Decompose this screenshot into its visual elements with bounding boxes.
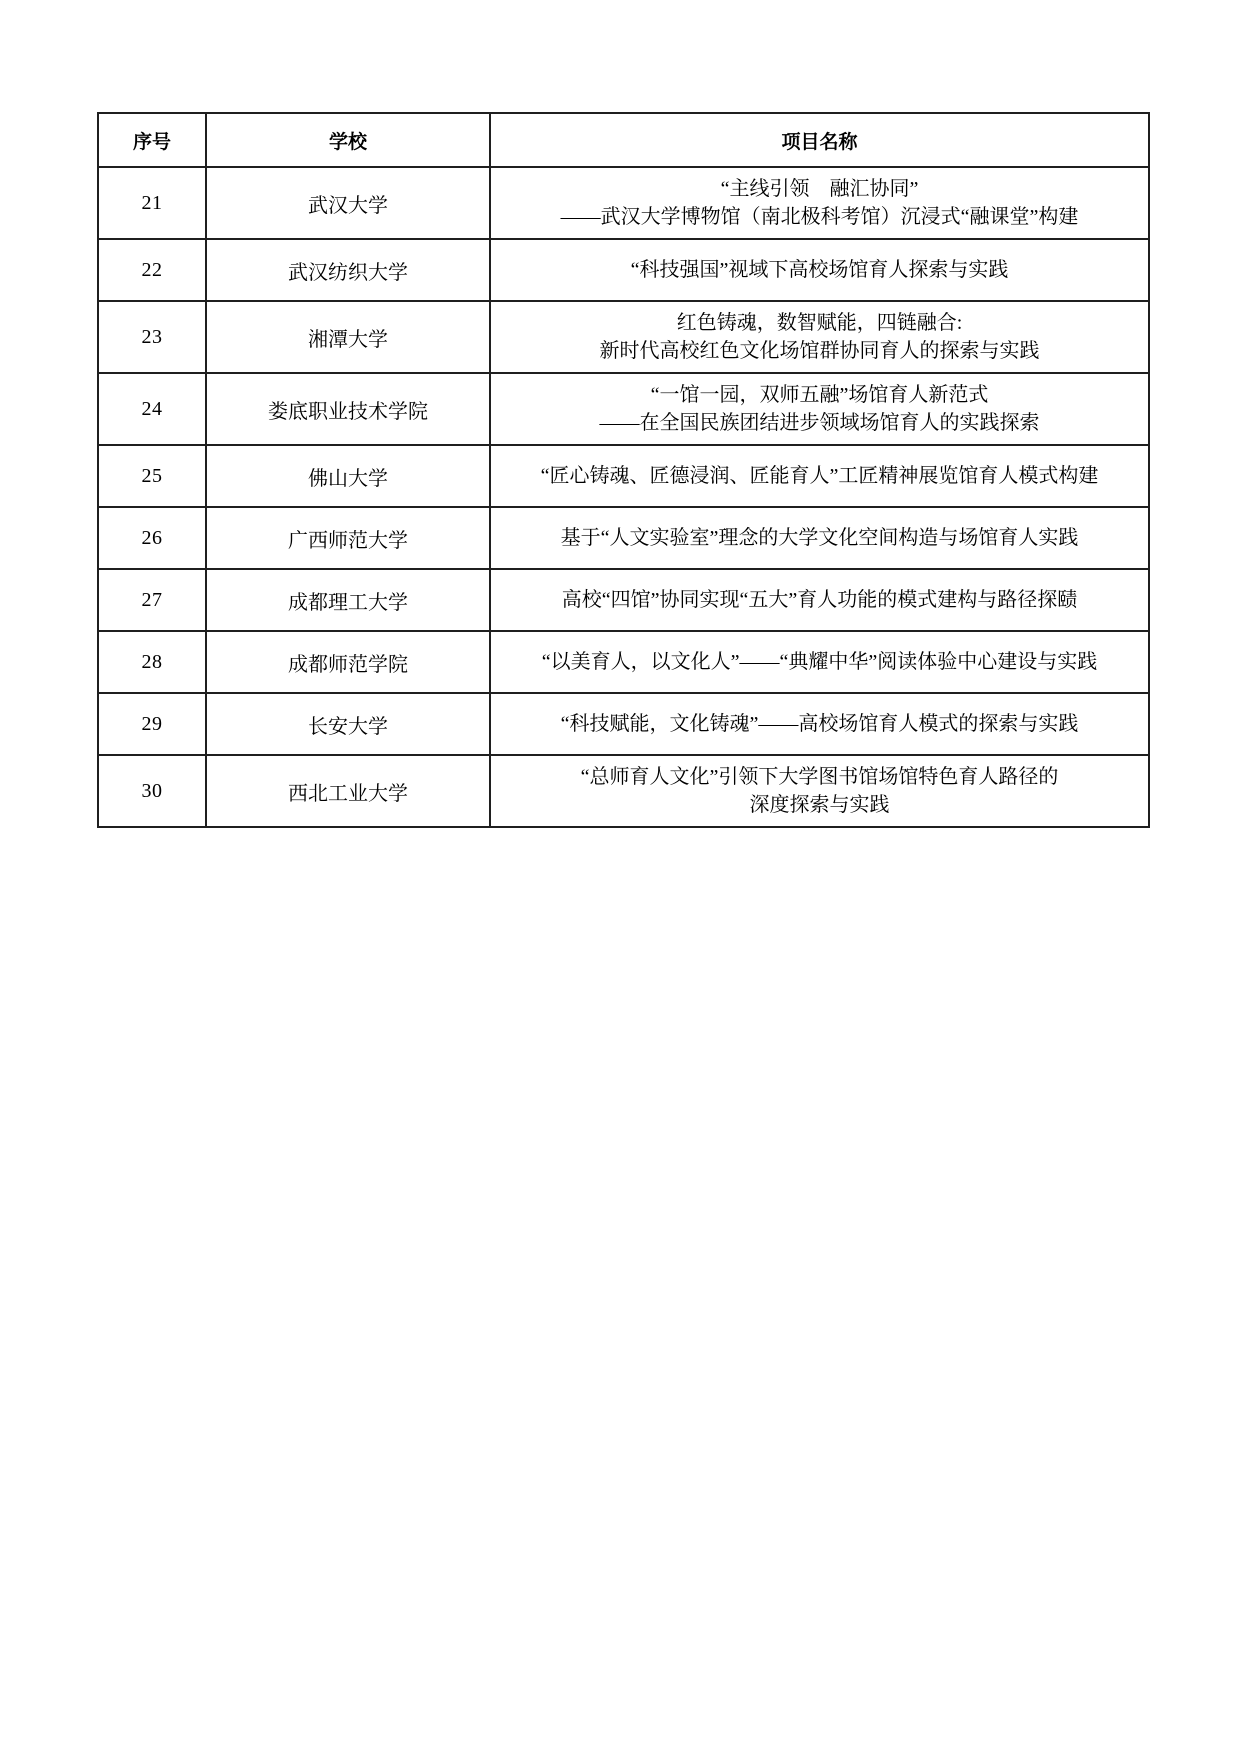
table-row bbox=[98, 755, 1149, 827]
cell-school: 湘潭大学 bbox=[206, 301, 490, 373]
header-cell-project: 项目名称 bbox=[490, 113, 1149, 167]
cell-no: 30 bbox=[98, 755, 206, 827]
cell-project bbox=[490, 445, 1149, 507]
project-line: ——武汉大学博物馆（南北极科考馆）沉浸式“融课堂”构建 bbox=[560, 206, 1079, 228]
cell-project bbox=[490, 301, 1149, 373]
project-line: “以美育人，以文化人”——“典耀中华”阅读体验中心建设与实践 bbox=[541, 651, 1098, 673]
table-header-row bbox=[98, 113, 1149, 167]
project-line: “科技强国”视域下高校场馆育人探索与实践 bbox=[630, 259, 1009, 281]
table-row bbox=[98, 445, 1149, 507]
project-line: “匠心铸魂、匠德浸润、匠能育人”工匠精神展览馆育人模式构建 bbox=[540, 465, 1099, 487]
cell-no: 25 bbox=[98, 445, 206, 507]
cell-school: 长安大学 bbox=[206, 693, 490, 755]
cell-project bbox=[490, 569, 1149, 631]
cell-project bbox=[490, 373, 1149, 445]
project-line: “总师育人文化”引领下大学图书馆场馆特色育人路径的 bbox=[580, 766, 1059, 788]
table-row bbox=[98, 631, 1149, 693]
cell-no: 29 bbox=[98, 693, 206, 755]
cell-no: 21 bbox=[98, 167, 206, 239]
table-row bbox=[98, 693, 1149, 755]
cell-no: 24 bbox=[98, 373, 206, 445]
table-row bbox=[98, 373, 1149, 445]
project-line: 深度探索与实践 bbox=[749, 794, 890, 816]
cell-no: 27 bbox=[98, 569, 206, 631]
project-line: 高校“四馆”协同实现“五大”育人功能的模式建构与路径探赜 bbox=[561, 589, 1078, 611]
project-line: 红色铸魂，数智赋能，四链融合: bbox=[676, 312, 963, 334]
cell-no: 23 bbox=[98, 301, 206, 373]
cell-school: 广西师范大学 bbox=[206, 507, 490, 569]
cell-project bbox=[490, 631, 1149, 693]
cell-project bbox=[490, 507, 1149, 569]
project-list-table bbox=[97, 112, 1150, 828]
table-row bbox=[98, 569, 1149, 631]
cell-school: 武汉纺织大学 bbox=[206, 239, 490, 301]
cell-no: 26 bbox=[98, 507, 206, 569]
cell-school: 娄底职业技术学院 bbox=[206, 373, 490, 445]
cell-project bbox=[490, 167, 1149, 239]
project-line: “主线引领 融汇协同” bbox=[720, 178, 919, 200]
cell-project bbox=[490, 755, 1149, 827]
cell-no: 22 bbox=[98, 239, 206, 301]
table-row bbox=[98, 239, 1149, 301]
header-cell-no: 序号 bbox=[98, 113, 206, 167]
cell-school: 西北工业大学 bbox=[206, 755, 490, 827]
table-row bbox=[98, 167, 1149, 239]
project-line: “一馆一园，双师五融”场馆育人新范式 bbox=[650, 384, 989, 406]
cell-school: 武汉大学 bbox=[206, 167, 490, 239]
cell-project bbox=[490, 693, 1149, 755]
table-row bbox=[98, 301, 1149, 373]
project-line: ——在全国民族团结进步领域场馆育人的实践探索 bbox=[599, 412, 1040, 434]
table-row bbox=[98, 507, 1149, 569]
cell-school: 成都师范学院 bbox=[206, 631, 490, 693]
cell-school: 佛山大学 bbox=[206, 445, 490, 507]
cell-project bbox=[490, 239, 1149, 301]
header-cell-school: 学校 bbox=[206, 113, 490, 167]
cell-no: 28 bbox=[98, 631, 206, 693]
project-line: 新时代高校红色文化场馆群协同育人的探索与实践 bbox=[599, 340, 1040, 362]
project-line: “科技赋能，文化铸魂”——高校场馆育人模式的探索与实践 bbox=[560, 713, 1079, 735]
cell-school: 成都理工大学 bbox=[206, 569, 490, 631]
project-line: 基于“人文实验室”理念的大学文化空间构造与场馆育人实践 bbox=[560, 527, 1079, 549]
